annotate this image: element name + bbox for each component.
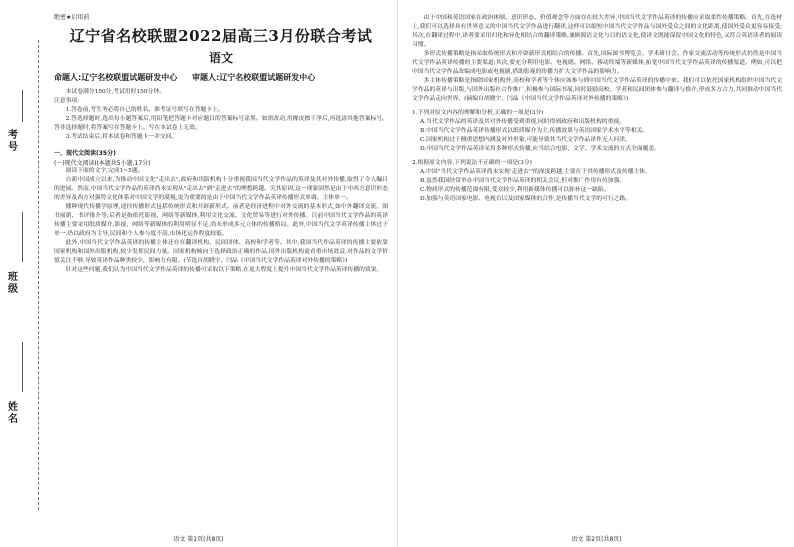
exam-title: 辽宁省名校联盟2022届高三3月份联合考试: [69, 27, 373, 45]
question-1: 1.下列对原文内容的理解和分析,正确的一项是(3分): [412, 110, 544, 116]
name-label: [6, 402, 20, 426]
name-line: [22, 342, 23, 392]
paragraph: 此外,中国当代文学作品英译的传播主体还存在翻译机构、民间团体、高校和学者等。其中,我国当代作品英译的传播主要依靠国家机构和国外出版机构,较少发挥民间力量。国家机构倾向于选择政治正确的作品,国外出版机构更看重市场效益,对作品的文学价值关注不够,导致英译作品种类较少、影响力有限。(节选自胡晓宇、闫晶《中国当代文学作品英译对外传播的策略》): [54, 240, 388, 264]
binding-margin: [0, 0, 46, 547]
reading-prompt: 阅读下面的文字,完成1~5题。: [65, 168, 144, 174]
paragraph: 多主体传播策略是指除国家机构外,高校和学者等个体应该参与到中国当代文学作品英译的传播中来。我们可以依托国家机构组织中国当代文学作品的英译与出版,与国外出版社合作推广,积极参与国际书展,同时鼓励高校、学者和民间团体参与翻译与推介,形成多方合力,共同推动中国当代文学作品走向世界。(摘编自胡晓宇、闫晶《中国当代文学作品英译对外传播的策略》): [412, 78, 782, 102]
paragraph: 由于中国和英语国家在政治体制、意识形态、价值观念等方面存在较大差异,中国当代文学作品英译的传播应采取柔性传播策略。首先,在选材上,我们可以选择具有世界意义的中国当代文学作品进行翻译,这样可以缩短中国当代文学作品与国外受众之间的文化距离,使国外受众更容易接受;其次,在翻译过程中,译者要采用归化和异化相结合的翻译策略,兼顾源语文化与目的语文化,使译文既能保留中国文化的特色,又符合英语读者的阅读习惯。: [412, 15, 782, 48]
page-footer-right: 语文 第2页(共8页): [571, 536, 622, 543]
exam-number-label: [6, 130, 20, 154]
question-1-option-b: B.中国当代文学作品英译传播形式以纸质媒介为主,传播效果与英语国家学术水平等相关。: [420, 128, 649, 134]
question-1-option-d: D.中国当代文学作品英译采用多种形式传播,应当结合电影、文学、学术交流的方式全面覆盖。: [420, 146, 661, 152]
question-1-option-a: A.当代文学作品的英译及其对外传播受到重视,同时得到政府和出版机构的重视。: [420, 119, 625, 125]
section-heading: 一、现代文阅读(35分): [54, 150, 116, 157]
left-content: [54, 12, 388, 275]
section-subheading: (一)现代文阅读Ⅰ(本题共5小题,17分): [54, 160, 151, 167]
name-label-text: 姓名: [8, 402, 18, 425]
exam-number-label-text: 考号: [8, 130, 18, 153]
proposer: 命题人:辽宁名校联盟试题研发中心: [54, 73, 178, 82]
page-right: [397, 0, 794, 547]
reading-passage-continued: [412, 14, 782, 104]
instruction-item-1: 1.答卷前,考生务必将自己的姓名、准考证号填写在答题卡上。: [65, 107, 224, 113]
paragraph: 播种现代传播学原理,途径传播形式包括传统形式和开辟新形式。前者是经济进程中对外交流的基本形式,如中外翻译交流、图书展销、书评推介等;后者是指依托影视、网络等新媒体,利用文化交流、文化贸易等进行对外传播。目前中国当代文学作品的英译传播主要采用纸质媒介,影视、网络等新媒体的利用明显不足,尚未形成多元立体的传播格局。此外,中国当代文学英译传播主体过于单一,仍以政府为主导,民间和个人参与度不高,市场化运作程度较低。: [54, 204, 388, 237]
question-2-option-c: C.物质形式的传播范围有限,受众较少,利用新媒体传播可以弥补这一缺陷。: [420, 187, 610, 193]
reviewer: 审题人:辽宁名校联盟试题研发中心: [192, 73, 316, 82]
question-2-option-b: B.虽然我国经常举办中国当代文学作品英译的相关会议,但对推广作用有待加强。: [420, 178, 626, 184]
question-2-option-a: A.中国"当代文学作品英译尚未实现'走进去'"的深度跨越,主要在于其传播形式及传播主体。: [420, 169, 651, 175]
class-label-text: 班级: [8, 272, 18, 295]
question-2-option-d: D.加强与英语国家电影、电视台以及国家媒体的合作,是传播当代文学的可行之路。: [420, 196, 632, 202]
authors-line: [54, 72, 388, 83]
class-label: [6, 272, 20, 296]
instructions: [54, 88, 388, 142]
right-content: [412, 14, 782, 204]
paragraph: 针对这些问题,我们认为中国当代文学作品英译的传播可采取以下策略,在更大程度上提升中国当代文学作品英译传播的效果。: [65, 267, 383, 273]
paragraph: 多形式传播策略是指采取传统形式和开辟新形式相结合的传播。首先,国际图书博览会、学术研讨会、作家交流活动等传统形式仍然是中国当代文学作品英译传播的主要渠道;其次,要充分利用电影、电视剧、网络、移动终端等新媒体,拓宽中国当代文学作品英译的传播渠道。例如,可以把中国当代文学作品改编成电影或电视剧,借助影视的传播力扩大文学作品的影响力。: [412, 51, 782, 75]
reading-passage: [54, 167, 388, 275]
instruction-item-2: 2.答选择题时,选出每小题答案后,用铅笔把答题卡对应题目的答案标号涂黑。如需改动,用橡皮擦干净后,再选涂其他答案标号。答非选择题时,将答案写在答题卡上。写在本试卷上无效。: [54, 116, 388, 131]
page-footer-left: 语文 第1页(共8页): [173, 536, 224, 543]
secret-mark: 绝密★启用前: [54, 14, 90, 21]
score-line: 本试卷满分150分,考试用时150分钟。: [65, 89, 165, 95]
paragraph: 自新中国成立以来,为推动中国文化"走出去",政府和出版机构十分重视我国当代文学作品的英译及其对外传播,取得了令人瞩目的进展。然而,中国当代文学作品的英译尚未实现从"走出去"到"走进去"的理想跨越。究其原因,这一现象固然是由于中西方意识形态的差异及西方对强势文化体系对中国文学的漠视,更为重要的是由于中国当代文学作品英译传播形式单调、主体单一。: [54, 177, 388, 201]
instructions-heading: 注意事项:: [54, 98, 80, 104]
subject-title: 语文: [208, 51, 233, 65]
exam-number-line: [22, 90, 23, 122]
class-line: [22, 212, 23, 262]
binding-line: [38, 40, 39, 510]
question-2: 2.根据原文内容,下列说法不正确的一项是(3分): [412, 160, 532, 166]
question-1-option-c: C.国家机构过于侧重思想内涵及对外形象,可能导致其当代文学作品译作无人问津。: [420, 137, 631, 143]
instruction-item-3: 3.考试结束后,将本试卷和答题卡一并交回。: [65, 134, 178, 140]
